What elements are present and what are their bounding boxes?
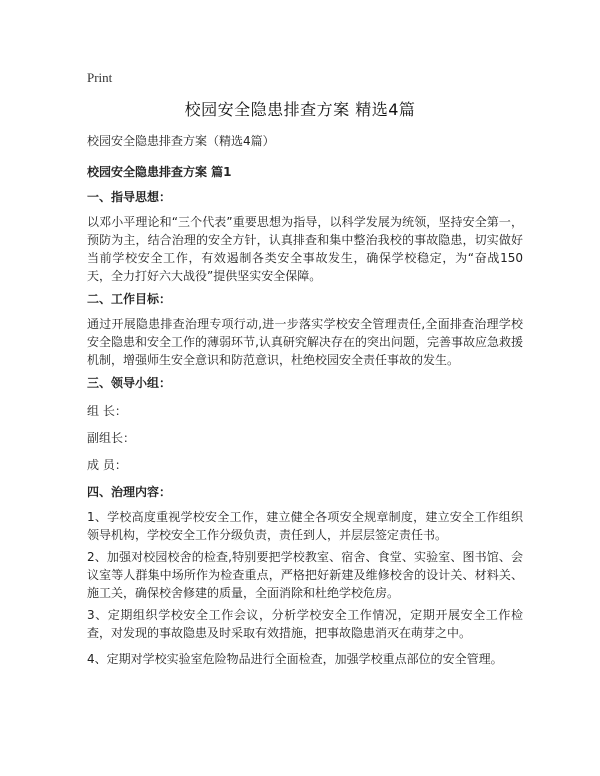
section-heading-guiding: 一、指导思想：	[87, 190, 172, 204]
page-title: 校园安全隐患排查方案 精选4篇	[184, 100, 416, 119]
article-heading: 校园安全隐患排查方案 篇1	[87, 165, 232, 179]
section-heading-leadership: 三、领导小组：	[87, 376, 172, 390]
section-heading-goals: 二、工作目标：	[87, 292, 172, 306]
content-item-4: 4、定期对学校实验室危险物品进行全面检查，加强学校重点部位的安全管理。	[87, 652, 503, 666]
content-item-2: 2、加强对校园校舍的检查,特别要把学校教室、宿舍、食堂、实验室、图书馆、会议室等人群集中场所作为检查重点，严格把好新建及维修校舍的设计关、材料关、施工关，确保校舍修建的质量，全面消除和杜绝学校危房。	[87, 550, 523, 600]
section-text-goals: 通过开展隐患排查治理专项行动,进一步落实学校安全管理责任,全面排查治理学校安全隐患和安全工作的薄弱环节,认真研究解决存在的突出问题，完善事故应急救援机制，增强师生安全意识和防范意识，杜绝校园安全责任事故的发生。	[87, 317, 523, 367]
deputy-leader-line: 副组长：	[87, 431, 136, 445]
members-line: 成 员：	[87, 458, 127, 472]
document-subtitle: 校园安全隐患排查方案（精选4篇）	[87, 134, 275, 148]
content-item-3: 3、定期组织学校安全工作会议，分析学校安全工作情况，定期开展安全工作检查，对发现的事故隐患及时采取有效措施，把事故隐患消灭在萌芽之中。	[87, 608, 523, 640]
content-item-1: 1、学校高度重视学校安全工作，建立健全各项安全规章制度，建立安全工作组织领导机构，学校安全工作分级负责，责任到人，并层层签定责任书。	[87, 510, 523, 542]
section-text-guiding: 以邓小平理论和“三个代表”重要思想为指导，以科学发展为统领，坚持安全第一，预防为主，结合治理的安全方针，认真排查和集中整治我校的事故隐患，切实做好当前学校安全工作，有效遏制各类安全事故发生，确保学校稳定，为“奋战150天，全力打好六大战役”提供坚实安全保障。	[87, 215, 523, 283]
section-heading-content: 四、治理内容：	[87, 485, 172, 499]
leader-line: 组 长：	[87, 404, 127, 418]
print-label[interactable]: Print	[87, 70, 113, 85]
